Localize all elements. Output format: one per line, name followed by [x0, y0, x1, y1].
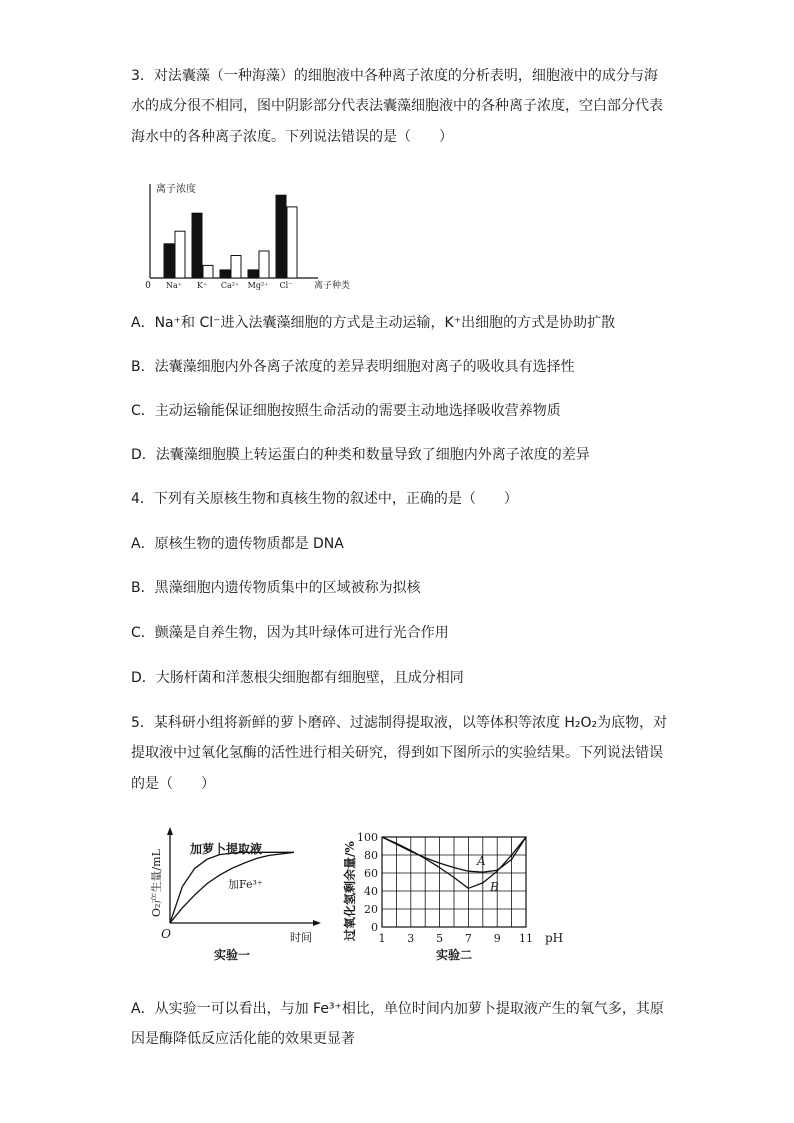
ion-bar-sea-3 [259, 251, 269, 278]
exp1-origin: O [161, 927, 171, 941]
exp2-x-tick: 1 [378, 932, 386, 945]
ion-bar-sea-2 [231, 256, 241, 279]
q3-stem-line-2: 水的成分很不相同，图中阴影部分代表法囊藻细胞液中的各种离子浓度，空白部分代表 [131, 98, 663, 114]
exp2-y-tick: 60 [364, 867, 378, 880]
ion-bar-sea-1 [203, 265, 213, 278]
exp2-y-tick: 0 [371, 921, 378, 934]
q3-option-c: C．主动运输能保证细胞按照生命活动的需要主动地选择吸收营养物质 [131, 403, 561, 419]
q4-option-d: D．大肠杆菌和洋葱根尖细胞都有细胞壁，且成分相同 [131, 670, 464, 686]
q5-stem-line-2: 提取液中过氧化氢酶的活性进行相关研究，得到如下图所示的实验结果。下列说法错误 [131, 745, 663, 761]
ion-chart-origin: 0 [145, 281, 151, 291]
exp2-title: 实验二 [435, 948, 473, 962]
q3-option-d: D．法囊藻细胞膜上转运蛋白的种类和数量导致了细胞内外离子浓度的差异 [131, 447, 590, 463]
ion-chart-xlabel: 离子种类 [314, 281, 351, 291]
exp2-x-tick: 3 [407, 932, 415, 945]
ion-bar-cell-0 [164, 244, 174, 278]
exp1-y-arrow [167, 827, 173, 835]
exp1-xlabel: 时间 [290, 931, 312, 944]
exp2-y-tick: 80 [364, 849, 378, 862]
ion-tick-label: K⁺ [196, 281, 208, 290]
experiment-one-chart [140, 825, 325, 965]
ion-tick-label: Ca²⁺ [220, 281, 240, 290]
q3-stem-line-3: 海水中的各种离子浓度。下列说法错误的是（ ） [131, 129, 453, 145]
q5-option-a-line-1: A．从实验一可以看出，与加 Fe³⁺相比，单位时间内加萝卜提取液产生的氧气多，其原 [131, 1001, 664, 1017]
ion-bar-cell-2 [220, 270, 230, 278]
q5-stem-line-1: 5．某科研小组将新鲜的萝卜磨碎、过滤制得提取液，以等体积等浓度 H₂O₂为底物，对 [131, 715, 668, 731]
q4-option-c: C．颤藻是自养生物，因为其叶绿体可进行光合作用 [131, 625, 449, 641]
ion-chart-ylabel: 离子浓度 [156, 184, 196, 195]
ion-bar-sea-0 [175, 231, 185, 278]
q3-option-b: B．法囊藻细胞内外各离子浓度的差异表明细胞对离子的吸收具有选择性 [131, 359, 575, 375]
q3-option-a: A．Na⁺和 Cl⁻进入法囊藻细胞的方式是主动运输，K⁺出细胞的方式是协助扩散 [131, 315, 616, 331]
exp1-label-radish: 加萝卜提取液 [190, 842, 263, 856]
exp2-y-tick: 100 [357, 831, 378, 844]
q4-option-a: A．原核生物的遗传物质都是 DNA [131, 536, 344, 552]
ion-bar-cell-3 [248, 270, 258, 278]
ion-tick-label: Cl⁻ [279, 281, 293, 290]
exp2-x-tick: 11 [519, 932, 533, 945]
ion-bar-cell-1 [192, 213, 202, 278]
ion-concentration-chart [138, 178, 378, 293]
q4-stem: 4．下列有关原核生物和真核生物的叙述中，正确的是（ ） [131, 491, 518, 507]
exp2-xlabel: pH [545, 931, 564, 945]
ion-bar-sea-4 [287, 207, 297, 278]
exp2-x-tick: 9 [493, 932, 501, 945]
q5-stem-line-3: 的是（ ） [131, 776, 215, 792]
exp2-x-tick: 7 [464, 932, 472, 945]
exp1-x-arrow [313, 920, 321, 926]
exp2-series-a-label: A [477, 854, 486, 868]
ion-tick-label: Mg²⁺ [247, 281, 269, 290]
q5-option-a-line-2: 因是酶降低反应活化能的效果更显著 [131, 1031, 355, 1047]
exp1-title: 实验一 [213, 948, 251, 962]
experiment-two-chart [340, 825, 570, 965]
exp2-y-tick: 20 [364, 903, 378, 916]
q3-stem-line-1: 3．对法囊藻（一种海藻）的细胞液中各种离子浓度的分析表明，细胞液中的成分与海 [131, 68, 658, 84]
exp1-label-fe: 加Fe³⁺ [228, 878, 263, 891]
exp2-x-tick: 5 [436, 932, 444, 945]
exp2-y-tick: 40 [364, 885, 378, 898]
exp1-ylabel: O₂产生量/mL [150, 849, 163, 917]
exp2-ylabel: 过氧化氢剩余量/% [343, 841, 357, 941]
ion-bar-cell-4 [276, 195, 286, 278]
ion-tick-label: Na⁺ [166, 281, 182, 290]
q4-option-b: B．黑藻细胞内遗传物质集中的区域被称为拟核 [131, 580, 421, 596]
exp2-series-b-label: B [490, 880, 499, 894]
